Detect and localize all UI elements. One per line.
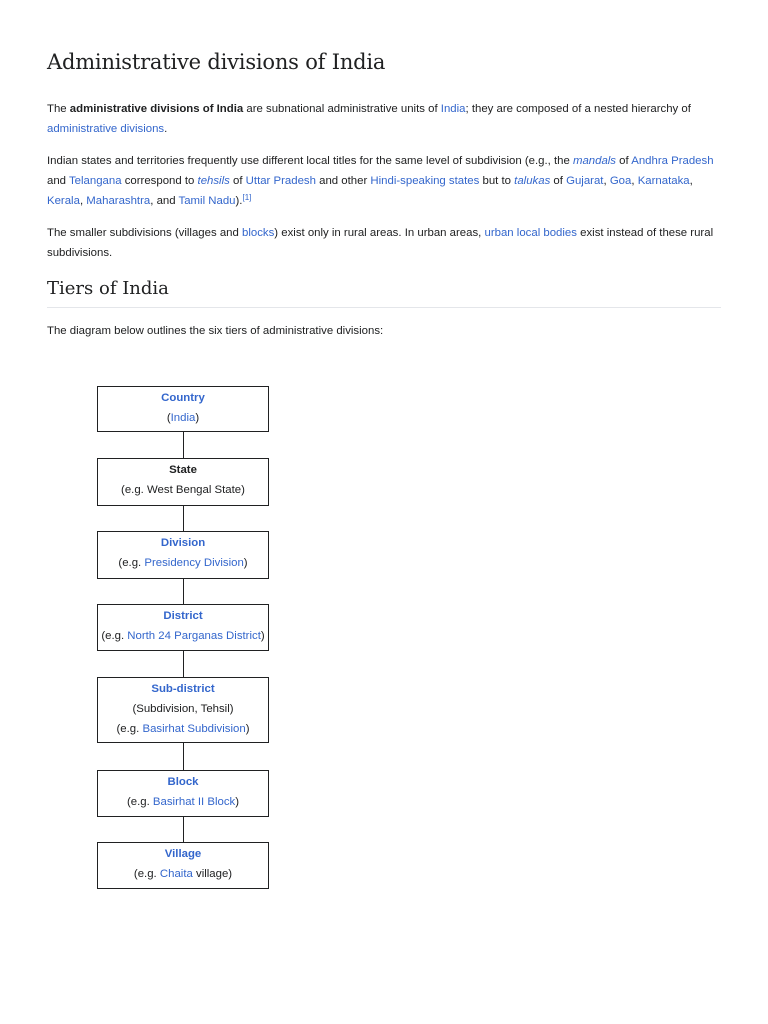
text: The	[47, 103, 70, 115]
text: and	[47, 175, 69, 187]
text: (e.g.	[118, 557, 145, 569]
connector-line	[183, 579, 184, 604]
intro-paragraph	[47, 99, 719, 139]
section-heading-tiers: Tiers of India	[47, 278, 721, 308]
tier-division-box	[97, 531, 269, 579]
connector-line	[183, 817, 184, 842]
text: ,	[631, 175, 638, 187]
text: but to	[479, 175, 515, 187]
text: The smaller subdivisions (villages and	[47, 227, 242, 239]
text: )	[243, 557, 248, 569]
text: (e.g.	[133, 868, 160, 880]
text: ,	[689, 175, 693, 187]
tier-subdistrict-example-link[interactable]: Basirhat Subdivision	[142, 723, 246, 735]
tier-subdistrict-title[interactable]: Sub-district	[151, 683, 215, 695]
link-mandals[interactable]: mandals	[572, 155, 617, 167]
tier-village-box	[97, 842, 269, 889]
link-talukas[interactable]: talukas	[514, 175, 551, 187]
tier-block-title[interactable]: Block	[167, 776, 199, 788]
tier-subdistrict-box	[97, 677, 269, 743]
text: village)	[192, 868, 233, 880]
connector-line	[183, 506, 184, 531]
tier-country-box	[97, 386, 269, 432]
link-goa[interactable]: Goa	[609, 175, 632, 187]
connector-line	[183, 651, 184, 677]
link-maharashtra[interactable]: Maharashtra	[86, 195, 151, 207]
text: of	[229, 175, 246, 187]
link-hindi-speaking-states[interactable]: Hindi-speaking states	[370, 175, 480, 187]
text: (e.g.	[116, 723, 143, 735]
text: (e.g.	[101, 630, 128, 642]
text: )	[245, 723, 250, 735]
text: ,	[79, 195, 87, 207]
tier-state-title: State	[169, 464, 197, 476]
link-tamil-nadu[interactable]: Tamil Nadu	[178, 195, 236, 207]
rural-urban-paragraph	[47, 223, 719, 263]
link-andhra-pradesh[interactable]: Andhra Pradesh	[631, 155, 714, 167]
tier-district-example-link[interactable]: North 24 Parganas District	[127, 630, 261, 642]
tier-subdistrict-aliases: (Subdivision, Tehsil)	[132, 703, 234, 715]
reference-link[interactable]: [1]	[242, 193, 252, 202]
page-title: Administrative divisions of India	[47, 50, 386, 74]
tier-country-title[interactable]: Country	[161, 392, 205, 404]
text: Indian states and territories frequently use different local titles for the same level of subdivision (e.g., the	[47, 155, 573, 167]
tier-country-example-link[interactable]: India	[170, 412, 196, 424]
text: of	[550, 175, 567, 187]
link-tehsils[interactable]: tehsils	[197, 175, 230, 187]
text: ,	[603, 175, 610, 187]
text: , and	[150, 195, 179, 207]
text: exist instead of these rural subdivisions.	[47, 227, 714, 259]
text: (e.g.	[126, 796, 153, 808]
text: )	[235, 796, 240, 808]
local-titles-paragraph	[47, 151, 719, 211]
link-karnataka[interactable]: Karnataka	[637, 175, 690, 187]
diagram-intro: The diagram below outlines the six tiers of administrative divisions:	[47, 325, 384, 337]
link-india[interactable]: India	[440, 103, 466, 115]
text: correspond to	[121, 175, 198, 187]
link-gujarat[interactable]: Gujarat	[566, 175, 604, 187]
text: (	[166, 412, 171, 424]
link-kerala[interactable]: Kerala	[47, 195, 80, 207]
link-telangana[interactable]: Telangana	[68, 175, 122, 187]
tier-state-box	[97, 458, 269, 506]
text: are subnational administrative units of	[243, 103, 441, 115]
text: of	[616, 155, 632, 167]
connector-line	[183, 743, 184, 770]
bold-term: administrative divisions of India	[69, 103, 244, 115]
tier-block-example-link[interactable]: Basirhat II Block	[152, 796, 236, 808]
tier-state-example: (e.g. West Bengal State)	[121, 484, 245, 496]
tier-district-box	[97, 604, 269, 651]
connector-line	[183, 432, 184, 458]
text: )	[195, 412, 200, 424]
tier-district-title[interactable]: District	[163, 610, 203, 622]
text: and other	[315, 175, 371, 187]
text: .	[164, 123, 168, 135]
text: ) exist only in rural areas. In urban areas,	[274, 227, 485, 239]
text: ).	[235, 195, 243, 207]
text: )	[260, 630, 265, 642]
tier-division-example-link[interactable]: Presidency Division	[144, 557, 244, 569]
tier-village-example-link[interactable]: Chaita	[159, 868, 193, 880]
link-uttar-pradesh[interactable]: Uttar Pradesh	[245, 175, 316, 187]
link-urban-local-bodies[interactable]: urban local bodies	[484, 227, 577, 239]
tier-village-title[interactable]: Village	[164, 848, 202, 860]
tier-division-title[interactable]: Division	[160, 537, 206, 549]
link-administrative-divisions[interactable]: administrative divisions	[47, 123, 165, 135]
tier-block-box	[97, 770, 269, 817]
text: ; they are composed of a nested hierarchy of	[465, 103, 691, 115]
link-blocks[interactable]: blocks	[242, 227, 275, 239]
